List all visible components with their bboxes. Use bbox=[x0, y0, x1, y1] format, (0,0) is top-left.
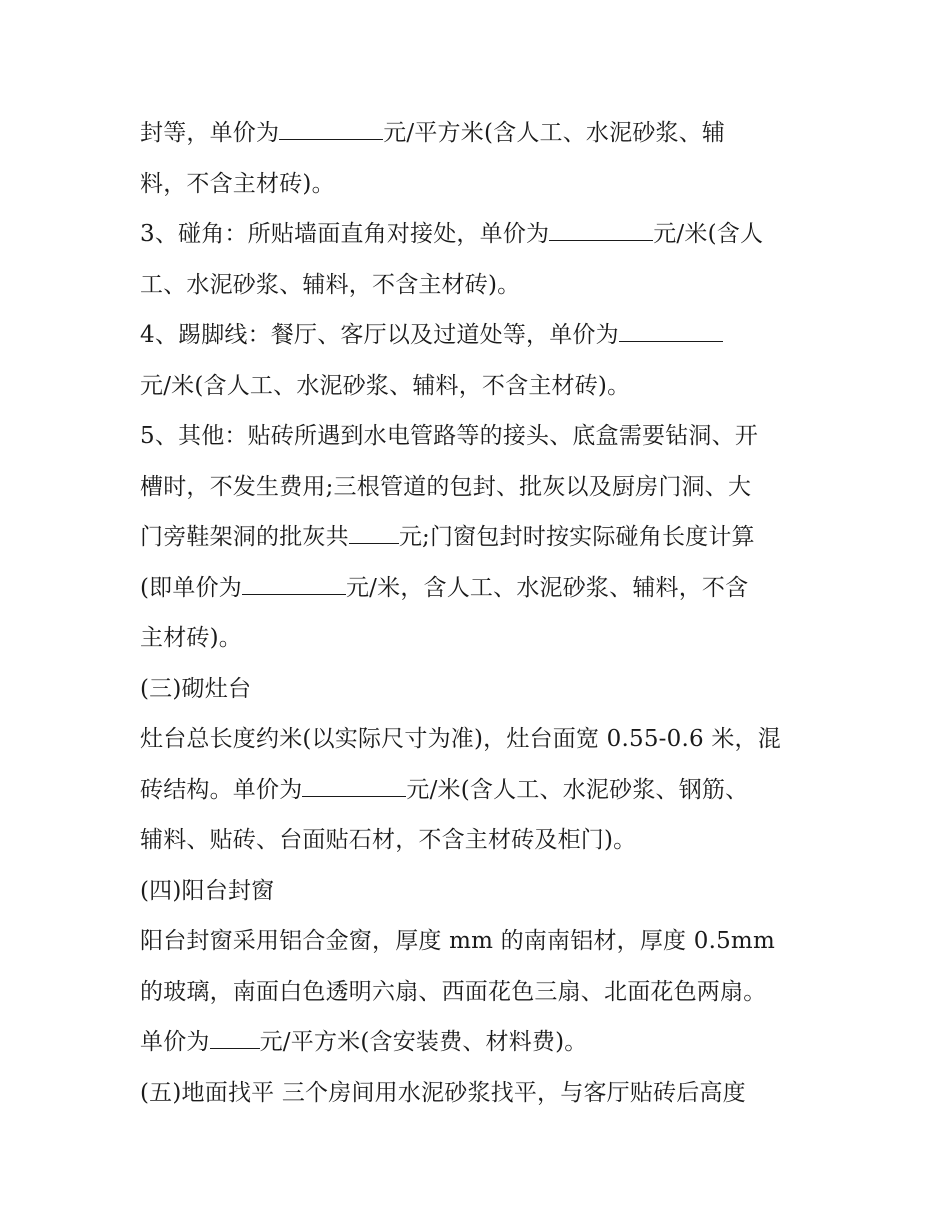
line-text: (三)砌灶台 bbox=[140, 675, 252, 702]
text-line-19 bbox=[140, 1017, 812, 1068]
line-text: 门旁鞋架洞的批灰共 bbox=[140, 524, 349, 550]
text-line-2 bbox=[140, 159, 812, 210]
line-text: (即单价为 bbox=[140, 574, 242, 601]
line-text: 砖结构。单价为 bbox=[140, 776, 303, 803]
line-text: 元/米(含人工、水泥砂浆、钢筋、 bbox=[406, 776, 749, 803]
text-line-11 bbox=[140, 613, 812, 664]
text-line-10 bbox=[140, 563, 812, 614]
line-text: 元/米(含人 bbox=[653, 221, 764, 247]
line-text: (四)阳台封窗 bbox=[140, 877, 275, 904]
section-heading-4 bbox=[140, 866, 812, 917]
text-line-15 bbox=[140, 815, 812, 866]
line-text: 元/米，含人工、水泥砂浆、辅料，不含 bbox=[345, 574, 749, 601]
text-line-9 bbox=[140, 512, 812, 563]
fill-in-blank bbox=[349, 523, 399, 544]
line-text: 封等，单价为 bbox=[140, 120, 280, 146]
line-text: 元;门窗包封时按实际碰角长度计算 bbox=[398, 524, 755, 550]
text-line-7 bbox=[140, 411, 812, 462]
text-line-4 bbox=[140, 260, 812, 311]
text-line-6 bbox=[140, 361, 812, 412]
line-text: 工、水泥砂浆、辅料，不含主材砖)。 bbox=[140, 271, 521, 298]
text-line-18 bbox=[140, 967, 812, 1018]
text-line-3 bbox=[140, 209, 812, 260]
line-text: 料，不含主材砖)。 bbox=[140, 170, 335, 197]
text-line-1 bbox=[140, 108, 812, 159]
line-text: 阳台封窗采用铝合金窗，厚度 mm 的南南铝材，厚度 0.5mm bbox=[140, 928, 775, 954]
fill-in-blank bbox=[210, 1028, 260, 1049]
text-line-8 bbox=[140, 462, 812, 513]
document-body bbox=[140, 108, 812, 1118]
line-text: 5、其他：贴砖所遇到水电管路等的接头、底盒需要钻洞、开 bbox=[140, 423, 759, 449]
section-heading-5 bbox=[140, 1068, 812, 1119]
fill-in-blank bbox=[619, 321, 723, 342]
fill-in-blank bbox=[279, 119, 383, 140]
line-text: 3、碰角：所贴墙面直角对接处，单价为 bbox=[140, 221, 550, 247]
line-text: 4、踢脚线：餐厅、客厅以及过道处等，单价为 bbox=[140, 322, 619, 348]
line-text: (五)地面找平 三个房间用水泥砂浆找平，与客厅贴砖后高度 bbox=[140, 1079, 746, 1106]
text-line-13 bbox=[140, 714, 812, 765]
line-text: 灶台总长度约米(以实际尺寸为准)，灶台面宽 0.55-0.6 米，混 bbox=[140, 726, 781, 752]
text-line-5 bbox=[140, 310, 812, 361]
fill-in-blank bbox=[242, 574, 346, 595]
line-text: 单价为 bbox=[140, 1029, 210, 1055]
line-text: 辅料、贴砖、台面贴石材，不含主材砖及柜门)。 bbox=[140, 827, 637, 853]
fill-in-blank bbox=[549, 220, 653, 241]
fill-in-blank bbox=[302, 776, 406, 797]
line-text: 元/平方米(含安装费、材料费)。 bbox=[259, 1029, 588, 1055]
line-text: 槽时，不发生费用;三根管道的包封、批灰以及厨房门洞、大 bbox=[140, 473, 752, 500]
text-line-17 bbox=[140, 916, 812, 967]
line-text: 元/米(含人工、水泥砂浆、辅料，不含主材砖)。 bbox=[140, 372, 631, 399]
line-text: 的玻璃，南面白色透明六扇、西面花色三扇、北面花色两扇。 bbox=[140, 978, 767, 1005]
line-text: 主材砖)。 bbox=[140, 625, 242, 651]
text-line-14 bbox=[140, 765, 812, 816]
section-heading-3 bbox=[140, 664, 812, 715]
line-text: 元/平方米(含人工、水泥砂浆、辅 bbox=[383, 120, 726, 146]
